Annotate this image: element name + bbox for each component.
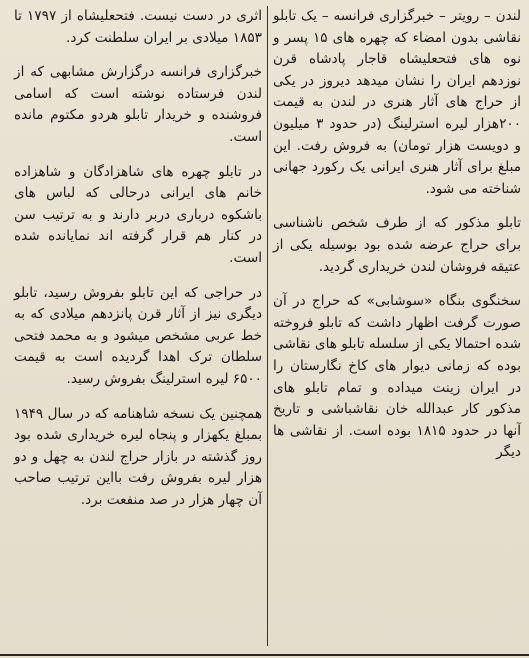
paragraph: تابلو مذکور که از طرف شخص ناشناسی برای حراج عرضه شده بود بوسیله یکی از عتیقه فروشان لندن خریداری گردید.	[273, 215, 521, 275]
article-column-left	[14, 6, 262, 524]
paragraph: لندن – رویتر – خبرگزاری فرانسه – یک تابلو نقاشی بدون امضاء که چهره های ۱۵ پسر و نوه های فتحعلیشاه قاجار پادشاه قرن نوزدهم ایران را نشان میدهد دیروز در یکی از حراج های آثار هنری در لندن به قیمت ۲۰۰هزار لیره استرلینگ (در حدود ۳ میلیون و دویست هزار تومان) به فروش رفت. این مبلغ برای آثار هنری ایرانی یک رکورد جهانی شناخته می شود.	[273, 8, 522, 197]
paragraph: در حراجی که این تابلو بفروش رسید، تابلو دیگری نیز از آثار قرن پانزدهم میلادی که به خط عربی مشخص میشود و به محمد فتحی سلطان ترک اهدا گردیده است به قیمت ۶۵۰۰ لیره استرلینگ بفروش رسید.	[14, 284, 262, 387]
paragraph: خبرگزاری فرانسه درگزارش مشابهی که از لندن فرستاده نوشته است که اسامی فروشنده و خریدار تابلو هردو مکتوم مانده است.	[14, 64, 262, 145]
paragraph: اثری در دست نیست. فتحعلیشاه از ۱۷۹۷ تا ۱۸۵۳ میلادی بر ایران سلطنت کرد.	[14, 8, 262, 46]
paragraph: سخنگوی بنگاه «سوشابی» که حراج در آن صورت گرفت اظهار داشت که تابلو فروخته شده احتمالا یکی از سلسله تابلو های نقاشی بوده که زمانی دیوار های کاخ نگارستان را در ایران زینت میداده و تمام تابلو های مذکور کار عبدالله خان نقاشباشی و تاریخ آنها در حدود ۱۸۱۵ بوده است. از نقاشی ها دیگر	[273, 293, 521, 461]
paragraph: همچنین یک نسخه شاهنامه که در سال ۱۹۴۹ بمبلغ یکهزار و پنجاه لیره خریداری شده بود روز گذشته در بازار حراج لندن به چهل و دو هزار لیره بفروش رفت بااین ترتیب صاحب آن چهار هزار در صد منفعت برد.	[14, 405, 262, 508]
bottom-border	[0, 654, 529, 656]
column-divider	[267, 6, 268, 646]
article-column-right	[273, 6, 521, 477]
paragraph: در تابلو چهره های شاهزادگان و شاهزاده خانم های ایرانی درحالی که لباس های باشکوه درباری دربر دارند و به ترتیب سن در کنار هم قرار گرفته اند نمایانده شده است.	[14, 163, 262, 266]
